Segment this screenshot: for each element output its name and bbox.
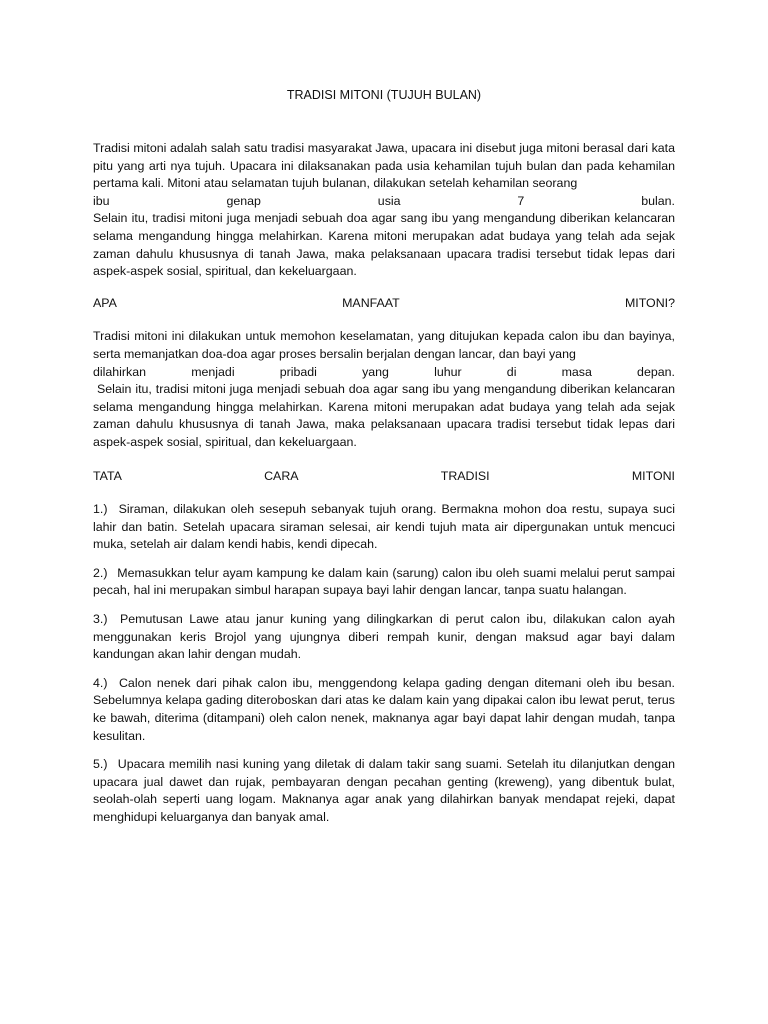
list-item	[93, 675, 675, 745]
list-item-number: 2.)	[93, 565, 108, 580]
heading-word: MITONI?	[624, 295, 675, 310]
list-item-text: Pemutusan Lawe atau janur kuning yang dilingkarkan di perut calon ibu, dilakukan calon ayah menggunakan keris Brojol yang ujungnya diberi rempah kunir, dengan maksud agar bayi dalam kandungan akan lahir dengan mudah.	[93, 612, 675, 662]
heading-word: MITONI	[631, 468, 675, 483]
manfaat-word: dilahirkan	[93, 364, 147, 379]
intro-text-part2: Selain itu, tradisi mitoni juga menjadi sebuah doa agar sang ibu yang mengandung diberikan kelancaran selama mengandung hingga melahirkan. Karena mitoni merupakan adat budaya yang telah ada sejak zaman dahulu khususnya di tanah Jawa, maka pelaksanaan upacara tradisi tersebut tidak lepas dari aspek-aspek sosial, spiritual, dan kekeluargaan.	[93, 211, 675, 279]
manfaat-word: luhur	[434, 364, 462, 379]
intro-word: bulan.	[641, 193, 675, 208]
intro-spread-line	[93, 193, 675, 211]
list-item-text: Memasukkan telur ayam kampung ke dalam kain (sarung) calon ibu oleh suami melalui perut sampai pecah, hal ini merupakan simbul harapan supaya bayi lahir dengan lancar, tanpa suatu halangan.	[93, 565, 675, 598]
intro-paragraph	[93, 140, 675, 281]
list-item-number: 3.)	[93, 612, 108, 627]
section-heading-tata-cara	[93, 468, 675, 486]
manfaat-text-part1: Tradisi mitoni ini dilakukan untuk memohon keselamatan, yang ditujukan kepada calon ibu dan bayinya, serta memanjatkan doa-doa agar proses bersalin berjalan dengan lancar, dan bayi yang	[93, 329, 675, 361]
heading-word: APA	[93, 295, 117, 310]
document-title: TRADISI MITONI (TUJUH BULAN)	[286, 88, 482, 102]
section-heading-manfaat	[93, 295, 675, 313]
intro-word: ibu	[93, 193, 110, 208]
manfaat-word: pribadi	[279, 364, 317, 379]
list-item-number: 1.)	[93, 502, 108, 517]
list-item-text: Upacara memilih nasi kuning yang diletak di dalam takir sang suami. Setelah itu dilanjutkan dengan upacara jual dawet dan rujak, pembayaran dengan pecahan genting (kreweng), yang dibentuk bulat, seolah-olah seperti uang logam. Maknanya agar anak yang dilahirkan banyak mendapat rejeki, dapat menghidupi keluarganya dan banyak amal.	[93, 757, 675, 824]
manfaat-spread-line	[93, 364, 675, 382]
list-item-text: Calon nenek dari pihak calon ibu, menggendong kelapa gading dengan ditemani oleh ibu besan. Sebelumnya kelapa gading diteroboskan dari atas ke dalam kain yang dipakai calon ibu lewat perut, terus ke bawah, diterima (ditampani) oleh calon nenek, maknanya agar bayi dapat lahir dengan mudah, tanpa kesulitan.	[93, 675, 675, 743]
heading-word: TRADISI	[440, 468, 490, 483]
intro-word: usia	[377, 193, 401, 208]
list-item-number: 5.)	[93, 757, 108, 772]
list-item	[93, 565, 675, 600]
heading-word: CARA	[264, 468, 299, 483]
manfaat-text-part2: Selain itu, tradisi mitoni juga menjadi sebuah doa agar sang ibu yang mengandung diberikan kelancaran selama mengandung hingga melahirkan. Karena mitoni merupakan adat budaya yang telah ada sejak zaman dahulu khususnya di tanah Jawa, maka pelaksanaan upacara tradisi tersebut tidak lepas dari aspek-aspek sosial, spiritual, dan kekeluargaan.	[93, 382, 675, 449]
intro-word: 7	[517, 193, 525, 208]
list-item	[93, 756, 675, 826]
manfaat-word: di	[506, 364, 517, 379]
manfaat-paragraph	[93, 328, 675, 451]
list-item	[93, 611, 675, 664]
heading-word: MANFAAT	[342, 295, 400, 310]
list-item-number: 4.)	[93, 675, 108, 690]
manfaat-word: depan.	[637, 364, 675, 379]
manfaat-word: yang	[362, 364, 389, 379]
heading-word: TATA	[93, 468, 122, 483]
manfaat-word: masa	[561, 364, 592, 379]
intro-text-part1: Tradisi mitoni adalah salah satu tradisi masyarakat Jawa, upacara ini disebut juga mitoni berasal dari kata pitu yang arti nya tujuh. Upacara ini dilaksanakan pada usia kehamilan tujuh bulan dan pada kehamilan pertama kali. Mitoni atau selamatan tujuh bulanan, dilakukan setelah kehamilan seorang	[93, 141, 675, 191]
list-item-text: Siraman, dilakukan oleh sesepuh sebanyak tujuh orang. Bermakna mohon doa restu, supaya suci lahir dan batin. Setelah upacara siraman selesai, air kendi tujuh mata air dipergunakan untuk mencuci muka, setelah air dalam kendi habis, kendi dipecah.	[93, 502, 675, 552]
intro-word: genap	[226, 193, 261, 208]
list-item	[93, 501, 675, 554]
manfaat-word: menjadi	[191, 364, 235, 379]
